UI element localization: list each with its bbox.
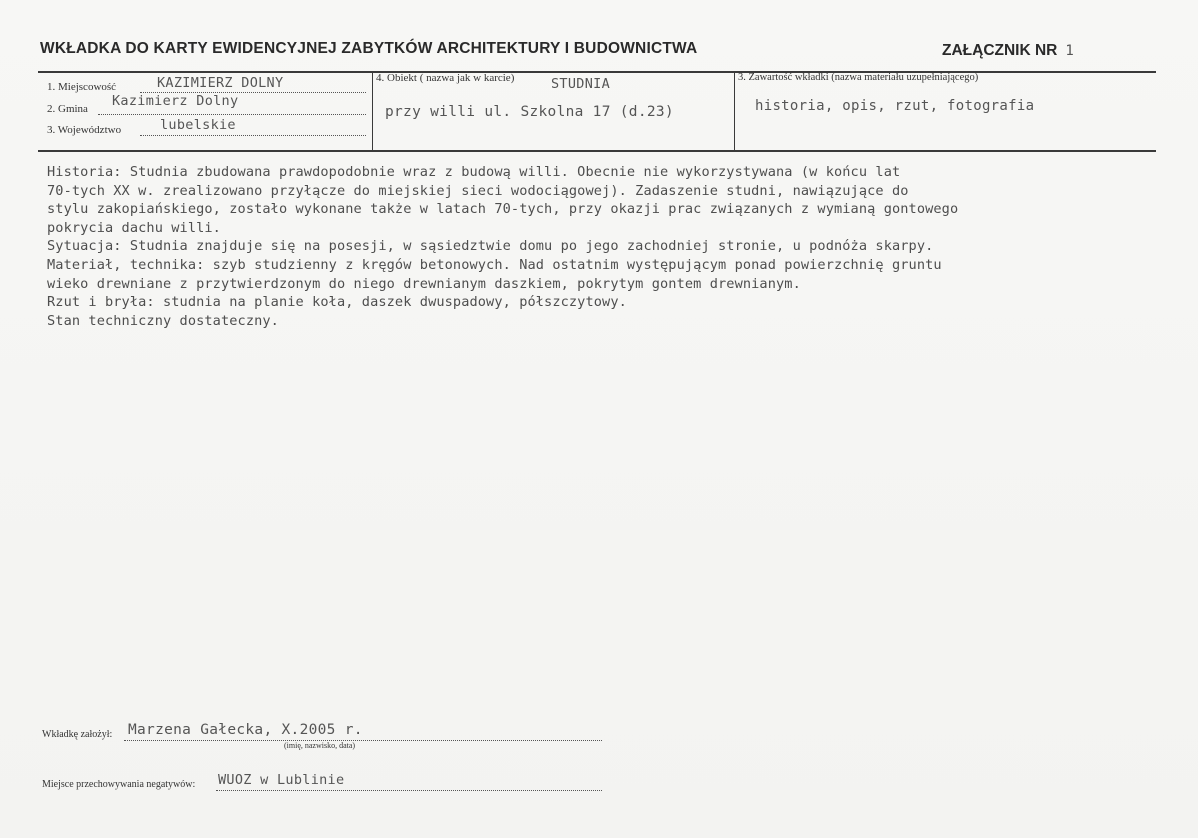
column-divider-2 — [734, 71, 735, 151]
description-line: wieko drewniane z przytwierdzonym do niego drewnianym daszkiem, pokrytym gontem drewnianym. — [47, 275, 801, 292]
obiekt-value-name: STUDNIA — [551, 76, 610, 92]
description-line: stylu zakopiańskiego, zostało wykonane także w latach 70-tych, przy okazji prac związanych z wymianą gontowego — [47, 201, 959, 218]
wojewodztwo-dots — [140, 135, 366, 136]
description-line: Rzut i bryła: studnia na planie koła, daszek dwuspadowy, półszczytowy. — [47, 294, 627, 311]
wojewodztwo-value: lubelskie — [160, 117, 236, 133]
description-line: Stan techniczny dostateczny. — [47, 312, 279, 329]
obiekt-value-location: przy willi ul. Szkolna 17 (d.23) — [385, 104, 674, 120]
annex-heading — [942, 42, 1074, 60]
miejscowosc-label: 1. Miejscowość — [47, 81, 117, 93]
form-title: WKŁADKA DO KARTY EWIDENCYJNEJ ZABYTKÓW ARCHITEKTURY I BUDOWNICTWA — [40, 40, 698, 57]
author-label: Wkładkę założył: — [42, 729, 113, 740]
author-dots — [124, 740, 602, 741]
description-line: Materiał, technika: szyb studzienny z kręgów betonowych. Nad ostatnim występującym ponad powierzchnię gruntu — [47, 256, 942, 273]
author-value: Marzena Gałecka, X.2005 r. — [128, 722, 363, 738]
zawartosc-label: 3. Zawartość wkładki (nazwa materiału uzupełniającego) — [738, 72, 979, 83]
description-text — [47, 163, 1167, 330]
storage-dots — [216, 790, 602, 791]
header-top-rule — [38, 71, 1156, 73]
wojewodztwo-label: 3. Województwo — [47, 124, 122, 136]
description-line: pokrycia dachu willi. — [47, 219, 221, 236]
description-line: 70-tych XX w. zrealizowano przyłącze do miejskiej sieci wodociągowej). Zadaszenie studni, nawiązujące do — [47, 182, 909, 199]
gmina-value: Kazimierz Dolny — [112, 93, 239, 109]
gmina-label: 2. Gmina — [47, 103, 88, 115]
annex-number: 1 — [1065, 43, 1074, 59]
zawartosc-value: historia, opis, rzut, fotografia — [755, 98, 1035, 114]
header-bottom-rule — [38, 150, 1156, 152]
author-hint: (imię, nazwisko, data) — [284, 741, 356, 750]
gmina-dots — [98, 114, 366, 115]
annex-label: ZAŁĄCZNIK NR — [942, 42, 1058, 59]
storage-label: Miejsce przechowywania negatywów: — [42, 779, 196, 790]
storage-value: WUOZ w Lublinie — [218, 772, 345, 788]
description-line: Historia: Studnia zbudowana prawdopodobnie wraz z budową willi. Obecnie nie wykorzystywana (w końcu lat — [47, 164, 901, 180]
obiekt-label: 4. Obiekt ( nazwa jak w karcie) — [376, 72, 515, 84]
miejscowosc-value: KAZIMIERZ DOLNY — [157, 75, 284, 91]
description-line: Sytuacja: Studnia znajduje się na posesji, w sąsiedztwie domu po jego zachodniej stronie, u podnóża skarpy. — [47, 238, 934, 255]
column-divider-1 — [372, 71, 373, 151]
